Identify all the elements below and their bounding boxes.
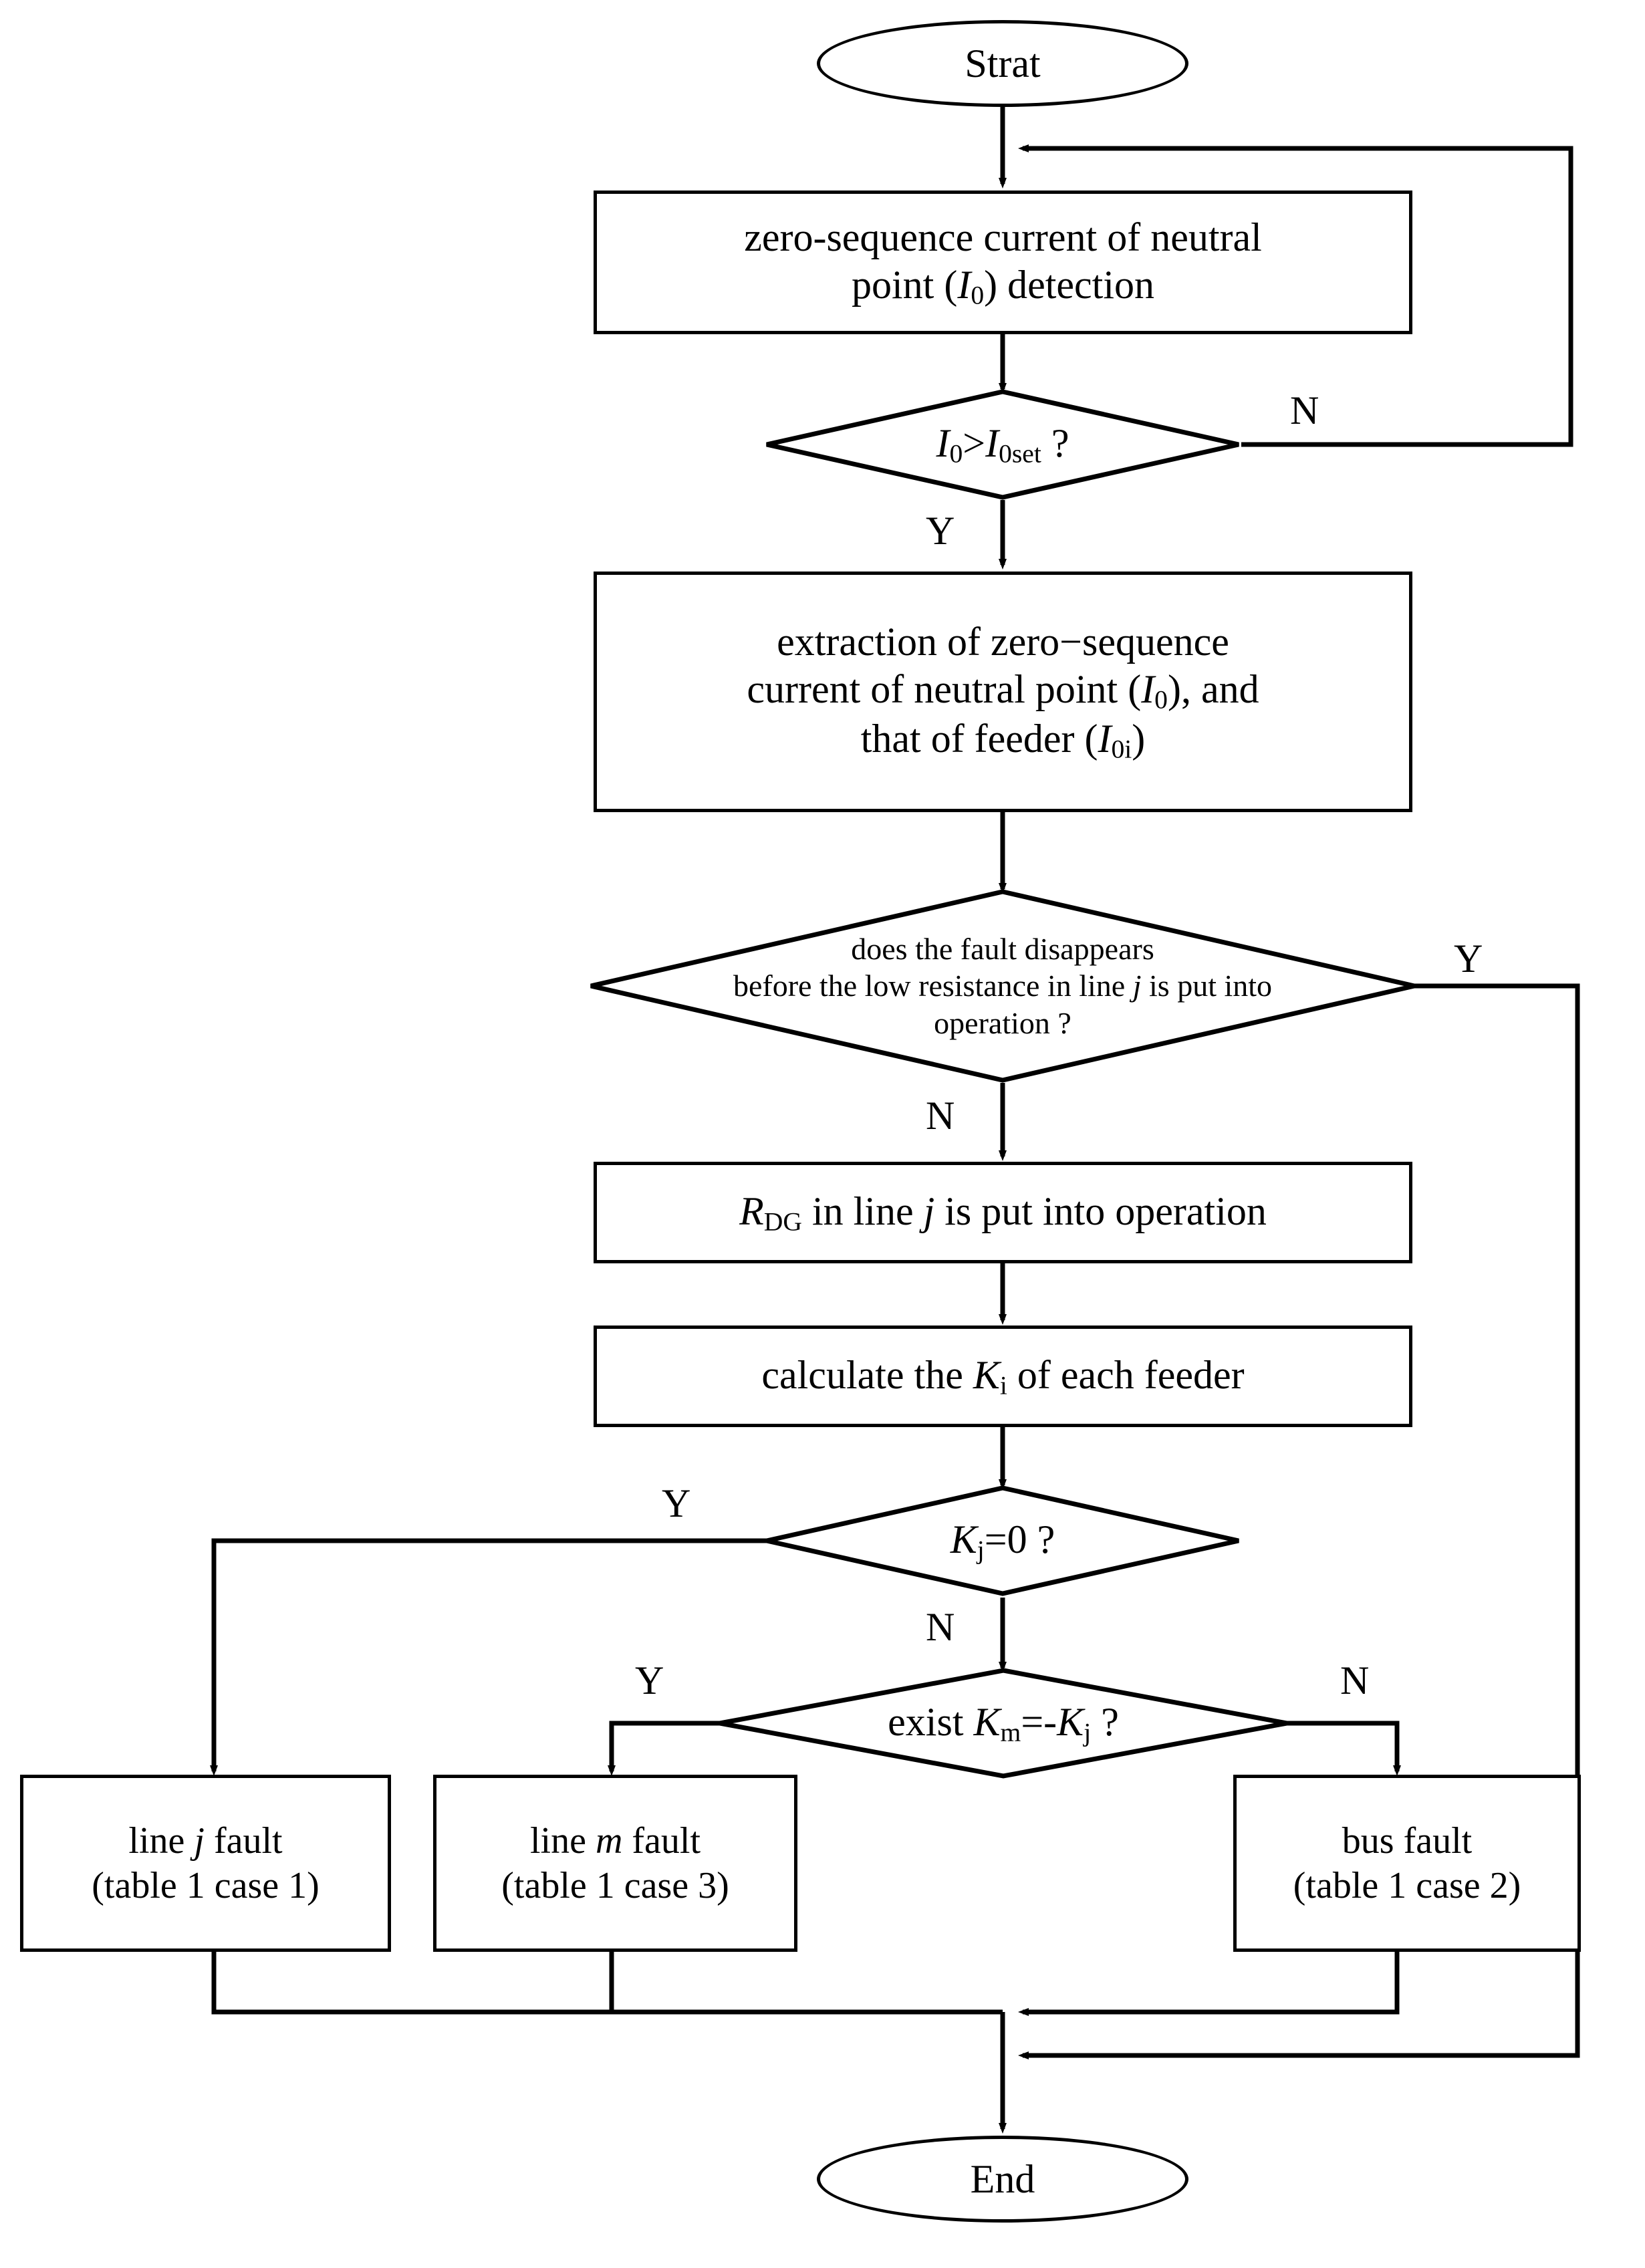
node-decision-kj-label: $K_j=0$ ? <box>950 1517 1055 1565</box>
node-extraction-label: extraction of zero−sequence current of neutral point $(I_0)$, and that of feeder $(I_{0i})$ <box>747 620 1259 765</box>
edge-label-kj-no: N <box>926 1605 955 1649</box>
node-decision-km-label: exist $K_m=-K_j$ ? <box>888 1699 1119 1747</box>
node-detection <box>594 191 1412 334</box>
node-decision-kj <box>764 1485 1241 1596</box>
edge-label-kj-yes: Y <box>662 1481 691 1525</box>
edge-label-i0-no: N <box>1290 388 1319 432</box>
node-rdg-operation <box>594 1162 1412 1263</box>
node-start-label: Strat <box>965 41 1041 86</box>
node-line-j-fault-line1: line j fault <box>128 1820 283 1862</box>
node-line-m-fault-line1: line m fault <box>529 1820 701 1862</box>
edge-label-disappear-no: N <box>926 1094 955 1138</box>
node-decision-fault-disappears <box>588 889 1417 1083</box>
node-end-label: End <box>970 2156 1035 2201</box>
node-end <box>817 2136 1188 2223</box>
node-line-m-fault <box>433 1775 797 1952</box>
node-bus-fault <box>1233 1775 1581 1952</box>
edge-label-i0-yes: Y <box>926 509 955 553</box>
edge-label-disappear-yes: Y <box>1454 936 1483 981</box>
node-decision-km <box>717 1668 1289 1779</box>
node-line-j-fault-line2: (table 1 case 1) <box>92 1864 320 1906</box>
node-line-j-fault <box>20 1775 391 1952</box>
node-rdg-operation-label: $R_{DG}$ in line j is put into operation <box>739 1188 1267 1237</box>
node-line-m-fault-line2: (table 1 case 3) <box>501 1864 729 1906</box>
node-decision-i0-label: $I_0>I_{0set}$ ? <box>936 420 1069 469</box>
node-calculate-k-label: calculate the $K_i$ of each feeder <box>761 1352 1245 1400</box>
node-bus-fault-line1: bus fault <box>1342 1820 1473 1862</box>
node-start <box>817 20 1188 107</box>
node-decision-fault-disappears-label: does the fault disappears before the low resistance in line j is put into operation ? <box>733 932 1273 1040</box>
node-decision-i0 <box>764 389 1241 500</box>
edge-label-km-yes: Y <box>635 1658 664 1703</box>
edge-label-km-no: N <box>1340 1658 1370 1703</box>
node-detection-label: zero-sequence current of neutral point $(I_0)$ detection <box>744 215 1262 310</box>
node-extraction <box>594 572 1412 812</box>
node-bus-fault-line2: (table 1 case 2) <box>1293 1864 1521 1906</box>
node-calculate-k <box>594 1326 1412 1427</box>
